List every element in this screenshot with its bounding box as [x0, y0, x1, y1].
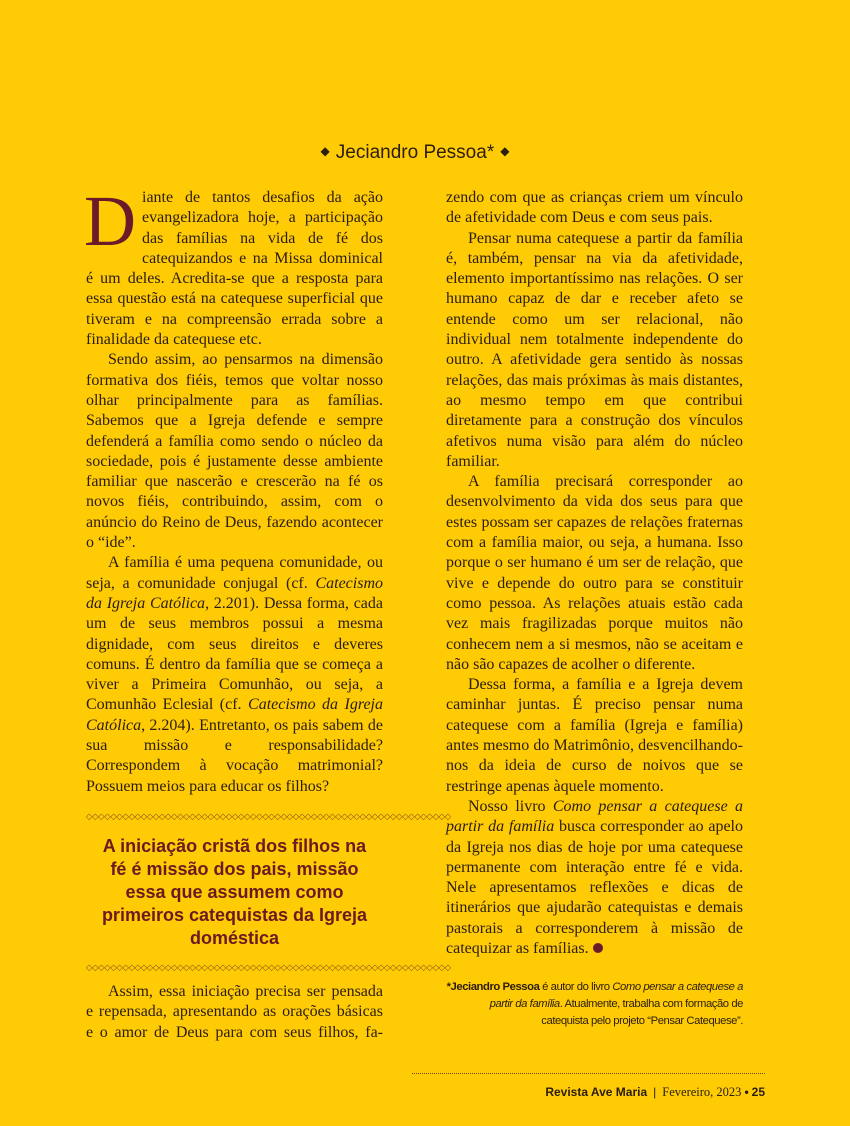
text: A família é uma pequena comunidade, ou seja, a comunidade conjugal (cf. [86, 554, 383, 592]
drop-cap: D [84, 181, 136, 261]
text: Nosso livro [468, 797, 553, 815]
ornament-divider-bottom: ◇◇◇◇◇◇◇◇◇◇◇◇◇◇◇◇◇◇◇◇◇◇◇◇◇◇◇◇◇◇◇◇◇◇◇◇◇◇◇◇◇◇◇◇◇◇◇◇◇◇◇◇◇◇◇◇◇◇◇◇ [86, 961, 451, 972]
book-title: Catecismo da Igreja Católica [86, 696, 383, 734]
footer-area [0, 1053, 850, 1126]
page-footer [0, 1084, 765, 1100]
author-note [446, 979, 743, 1030]
author-byline [0, 139, 830, 165]
end-mark-icon [593, 943, 603, 953]
article-columns [84, 181, 850, 1043]
paragraph-2: Sendo assim, ao pensarmos na dimensão formativa dos fiéis, temos que voltar nosso olhar principalmente para as famílias. Sabemos que a Igreja defende e sempre defenderá a família como sendo o núcleo da sociedade, pois é justamente desse ambiente familiar que nascerão e crescerão na fé os novos fiéis, contribuindo, assim, com o anúncio do Reino de Deus, fazendo acontecer o “ide”. [86, 351, 383, 552]
book-title: Catecismo da Igreja Católica [86, 574, 383, 612]
book-title: Como pensar a catequese a partir da família [446, 797, 744, 836]
paragraph-5: Pensar numa catequese a partir da família é, também, pensar na via da afetividade, elemento importantíssimo nas relações. O ser humano capaz de dar e receber afeto se entende como um ser relacional, não individual nem totalmente independente do outro. A afetividade gera sentido às nossas relações, das mais próximas às mais distantes, ao mesmo tempo em que contribui diretamente para a construção dos vínculos afetivos numa visão para além do núcleo familiar. [446, 229, 743, 470]
diamond-ornament-icon: ◆ [500, 144, 510, 158]
text: , 2.204). Entretanto, os pais sabem de sua missão e responsabilidade? Correspondem à vocação matrimonial? Possuem meios para educar os filhos? [86, 716, 383, 795]
footer-divider [412, 1073, 765, 1074]
page-number: 25 [751, 1085, 765, 1099]
book-title: Como pensar a catequese a partir da família [489, 981, 743, 1011]
separator: | [653, 1085, 657, 1099]
paragraph-4-start: Assim, essa iniciação precisa ser pensada e repensada, apresentando as orações básicas e o amor de Deus para com seus filhos, fa- [86, 982, 383, 1041]
right-column [446, 188, 743, 1043]
pull-quote: A iniciação cristã dos filhos na fé é missão dos pais, missão essa que assumem como primeiros catequistas da Igreja doméstica [101, 835, 368, 948]
text: busca corresponder ao apelo da Igreja nos dias de hoje por uma catequese permanente com interação entre fé e vida. Nele apresentamos reflexões e dicas de itinerários que ajudarão catequistas e demais pastorais a corresponderem à missão de catequizar as famílias. [446, 818, 743, 957]
paragraph-3 [86, 553, 383, 797]
paragraph-1 [84, 181, 383, 350]
paragraph-4-end: zendo com que as crianças criem um vínculo de afetividade com Deus e com seus pais. [446, 189, 743, 227]
magazine-name: Revista Ave Maria [545, 1085, 648, 1099]
author-note-name: *Jeciandro Pessoa [446, 981, 540, 994]
issue-date: Fevereiro, 2023 [662, 1085, 742, 1099]
text: , 2.201). Dessa forma, cada um de seus membros possui a mesma dignidade, com seus direitos e deveres comuns. É dentro da família que se começa a viver a Primeira Comunhão, ou seja, a Comunhão Eclesial (cf. [86, 594, 383, 714]
author-name: Jeciandro Pessoa* [335, 142, 495, 163]
paragraph-7: Dessa forma, a família e a Igreja devem caminhar juntas. É preciso pensar numa catequese com a família (Igreja e família) antes mesmo do Matrimônio, desvencilhando-nos da ideia de curso de noivos que se restringe apenas àquele momento. [446, 676, 743, 795]
bullet: • [744, 1085, 749, 1099]
ornament-divider-top: ◇◇◇◇◇◇◇◇◇◇◇◇◇◇◇◇◇◇◇◇◇◇◇◇◇◇◇◇◇◇◇◇◇◇◇◇◇◇◇◇◇◇◇◇◇◇◇◇◇◇◇◇◇◇◇◇◇◇◇◇ [86, 810, 451, 821]
paragraph-8 [446, 797, 743, 959]
paragraph-6: A família precisará corresponder ao desenvolvimento da vida dos seus para que estes possam ser capazes de relações fraternas com a família maior, ou seja, a humana. Isso porque o ser humano é um ser de relação, que vive e depende do outro para se constituir como pessoa. As relações atuais estão cada vez mais fragilizadas porque muitos não conhecem nem a si mesmos, não se aceitam e não são capazes de acolher o diferente. [446, 473, 743, 673]
text: é autor do livro [539, 981, 613, 994]
text: . Atualmente, trabalha com formação de catequista pelo projeto “Pensar Catequese”. [541, 998, 743, 1028]
diamond-ornament-icon: ◆ [320, 144, 330, 158]
left-column [84, 181, 451, 1043]
paragraph-text: iante de tantos desafios da ação evangelizadora hoje, a participação das famílias na vida de fé dos catequizandos e na Missa dominical é um deles. Acredita-se que a resposta para essa questão está na catequese superficial que tiveram e na compreensão errada sobre a finalidade da catequese etc. [86, 189, 383, 349]
